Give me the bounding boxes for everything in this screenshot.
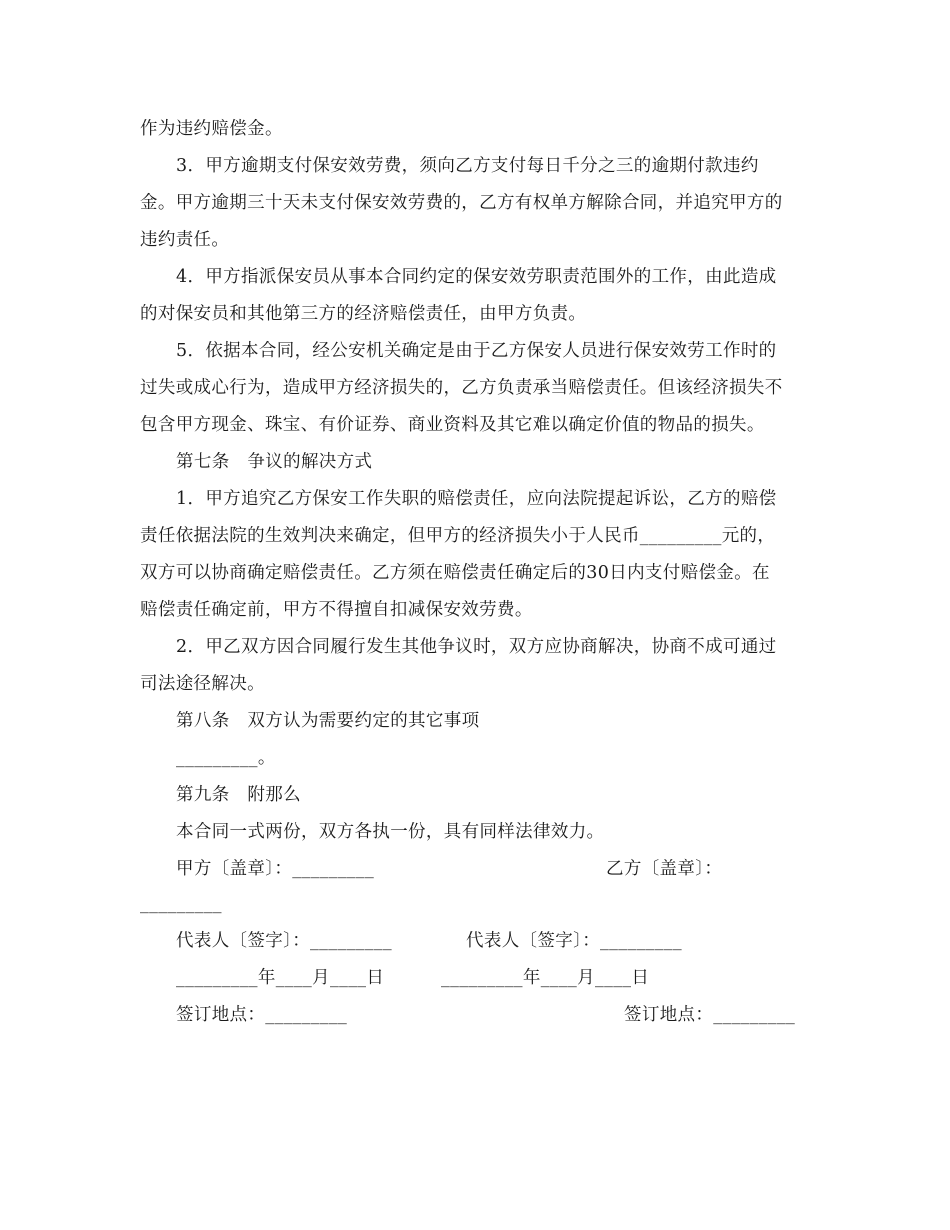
party-a-seal: 甲方〔盖章〕：_________ [176,859,375,879]
clause-7-2-line: 2．甲乙双方因合同履行发生其他争议时，双方应协商解决，协商不成可通过 [176,637,777,657]
party-a-date: _________年____月____日 [176,968,385,988]
party-b-date: _________年____月____日 [441,968,650,988]
copies-statement: 本合同一式两份，双方各执一份，具有同样法律效力。 [176,822,605,842]
paragraph-line: 过失或成心行为，造成甲方经济损失的，乙方负责承当赔偿责任。但该经济损失不 [140,378,783,398]
clause-6-5-line: 5．依据本合同，经公安机关确定是由于乙方保安人员进行保安效劳工作时的 [176,341,777,361]
paragraph-line: 双方可以协商确定赔偿责任。乙方须在赔偿责任确定后的30日内支付赔偿金。在 [140,563,770,583]
article-7-heading: 第七条 争议的解决方式 [176,452,373,472]
clause-6-4-line: 4．甲方指派保安员从事本合同约定的保安效劳职责范围外的工作，由此造成 [176,267,777,287]
paragraph-line: 包含甲方现金、珠宝、有价证券、商业资料及其它难以确定价值的物品的损失。 [140,415,765,435]
party-a-representative: 代表人〔签字〕：_________ [176,931,392,951]
party-b-signing-place: 签订地点：_________ [624,1005,796,1025]
party-b-seal: 乙方〔盖章〕： [606,859,723,879]
party-b-seal-blank: _________ [140,894,222,914]
party-b-representative: 代表人〔签字〕：_________ [466,931,682,951]
paragraph-line: 违约责任。 [140,230,230,250]
paragraph-line: 责任依据法院的生效判决来确定，但甲方的经济损失小于人民币_________元的， [140,526,776,546]
paragraph-line: 作为违约赔偿金。 [140,119,283,139]
article-9-heading: 第九条 附那么 [176,785,301,805]
paragraph-line: 司法途径解决。 [140,674,265,694]
paragraph-line: 赔偿责任确定前，甲方不得擅自扣减保安效劳费。 [140,600,533,620]
paragraph-line: 金。甲方逾期三十天未支付保安效劳费的，乙方有权单方解除合同，并追究甲方的 [140,193,783,213]
party-a-signing-place: 签订地点：_________ [176,1005,348,1025]
article-8-heading: 第八条 双方认为需要约定的其它事项 [176,711,480,731]
paragraph-line: 的对保安员和其他第三方的经济赔偿责任，由甲方负责。 [140,304,587,324]
clause-6-3-line: 3．甲方逾期支付保安效劳费，须向乙方支付每日千分之三的逾期付款违约 [176,156,759,176]
clause-7-1-line: 1．甲方追究乙方保安工作失职的赔偿责任，应向法院提起诉讼，乙方的赔偿 [176,489,777,509]
article-8-blank: _________。 [176,748,276,768]
